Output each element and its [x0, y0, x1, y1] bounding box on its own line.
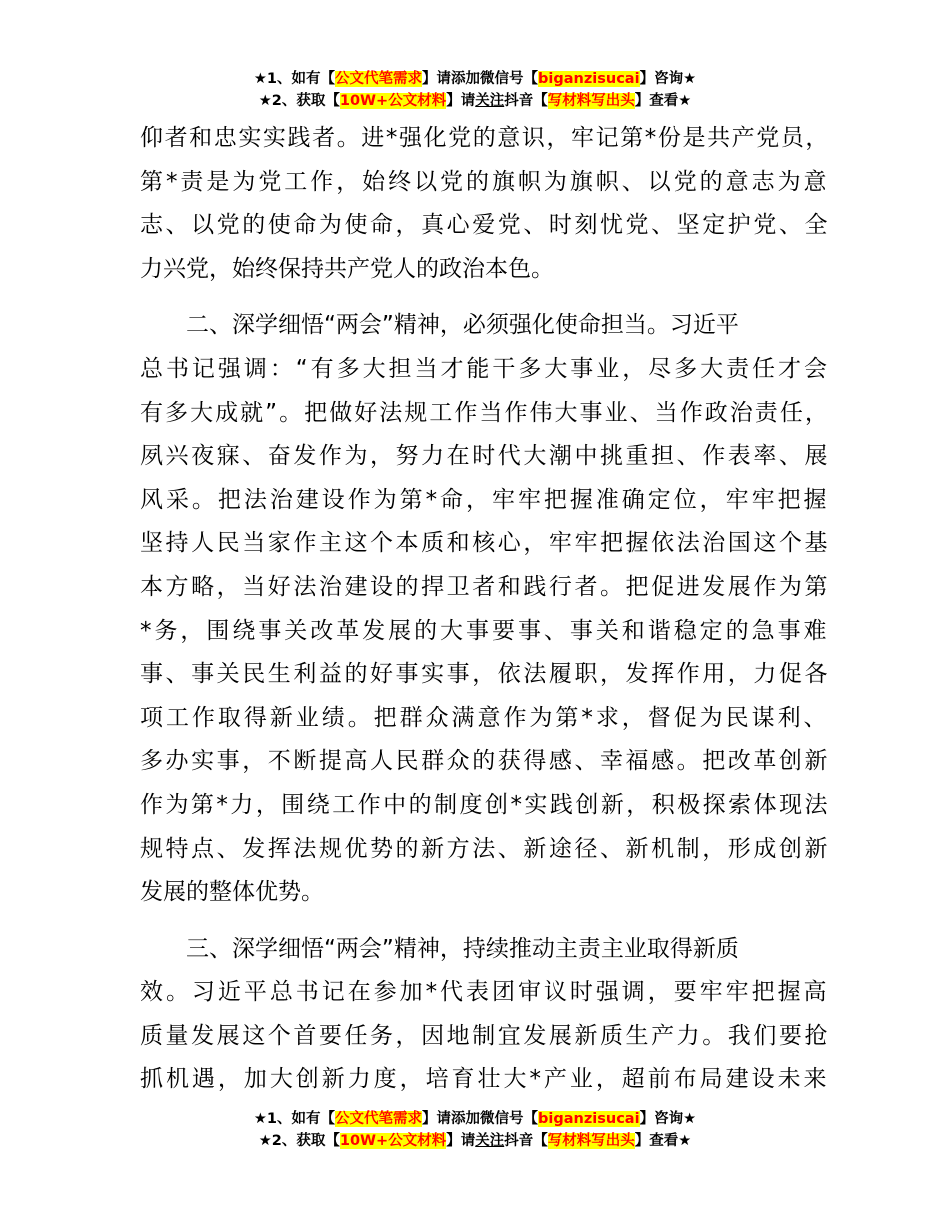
body-line: 项工作取得新业绩。把群众满意作为第*求，督促为民谋利、 — [140, 704, 830, 731]
body-line: 规特点、发挥法规优势的新方法、新途径、新机制，形成创新 — [140, 835, 830, 862]
banner-line-2: ★2、获取【10W+公文材料】请关注抖音【写材料写出头】查看★ — [258, 1133, 692, 1149]
body-line: 力兴党，始终保持共产党人的政治本色。 — [140, 255, 554, 282]
materials-highlight: 10W+公文材料 — [339, 1133, 447, 1149]
body-line: 质量发展这个首要任务，因地制宜发展新质生产力。我们要抢 — [140, 1022, 830, 1049]
body-line: 坚持人民当家作主这个本质和核心，牢牢把握依法治国这个基 — [140, 530, 830, 557]
body-line: 发展的整体优势。 — [140, 879, 324, 906]
account-highlight: 写材料写出头 — [547, 1133, 635, 1149]
body-line: 有多大成就”。把做好法规工作当作伟大事业、当作政治责任， — [140, 399, 830, 426]
banner-line-1: ★1、如有【公文代笔需求】请添加微信号【biganzisucai】咨询★ — [253, 1111, 697, 1127]
body-line: 仰者和忠实实践者。进*强化党的意识，牢记第*份是共产党员， — [140, 125, 830, 151]
body-line: 本方略，当好法治建设的捍卫者和践行者。把促进发展作为第 — [140, 573, 830, 600]
service-highlight: 公文代笔需求 — [335, 71, 423, 87]
follow-text: 关注 — [475, 93, 505, 109]
header-banner — [0, 68, 950, 112]
materials-highlight: 10W+公文材料 — [339, 93, 447, 109]
footer-banner — [0, 1108, 950, 1152]
wechat-id-highlight: biganzisucai — [538, 71, 640, 87]
service-highlight: 公文代笔需求 — [335, 1111, 423, 1127]
body-line: 志、以党的使命为使命，真心爱党、时刻忧党、坚定护党、全 — [140, 212, 830, 239]
follow-text: 关注 — [475, 1133, 505, 1149]
body-line: 作为第*力，围绕工作中的制度创*实践创新，积极探索体现法 — [140, 791, 830, 818]
body-line: 抓机遇，加大创新力度，培育壮大*产业，超前布局建设未来 — [140, 1066, 830, 1093]
banner-line-2: ★2、获取【10W+公文材料】请关注抖音【写材料写出头】查看★ — [258, 93, 692, 109]
body-line: 总书记强调：“有多大担当才能干多大事业，尽多大责任才会 — [140, 355, 830, 382]
body-line: 多办实事，不断提高人民群众的获得感、幸福感。把改革创新 — [140, 748, 830, 775]
body-line: 二、深学细悟“两会”精神，必须强化使命担当。习近平 — [140, 312, 739, 339]
body-line: *务，围绕事关改革发展的大事要事、事关和谐稳定的急事难 — [140, 617, 830, 644]
account-highlight: 写材料写出头 — [547, 93, 635, 109]
body-line: 风采。把法治建设作为第*命，牢牢把握准确定位，牢牢把握 — [140, 486, 830, 513]
document-body — [140, 117, 830, 1102]
body-line: 夙兴夜寐、奋发作为，努力在时代大潮中挑重担、作表率、展 — [140, 443, 830, 470]
body-line: 事、事关民生利益的好事实事，依法履职，发挥作用，力促各 — [140, 661, 830, 688]
body-line: 效。习近平总书记在参加*代表团审议时强调，要牢牢把握高 — [140, 979, 830, 1006]
wechat-id-highlight: biganzisucai — [538, 1111, 640, 1127]
banner-line-1: ★1、如有【公文代笔需求】请添加微信号【biganzisucai】咨询★ — [253, 71, 697, 87]
body-line: 三、深学细悟“两会”精神，持续推动主责主业取得新质 — [140, 935, 739, 962]
body-line: 第*责是为党工作，始终以党的旗帜为旗帜、以党的意志为意 — [140, 168, 830, 195]
